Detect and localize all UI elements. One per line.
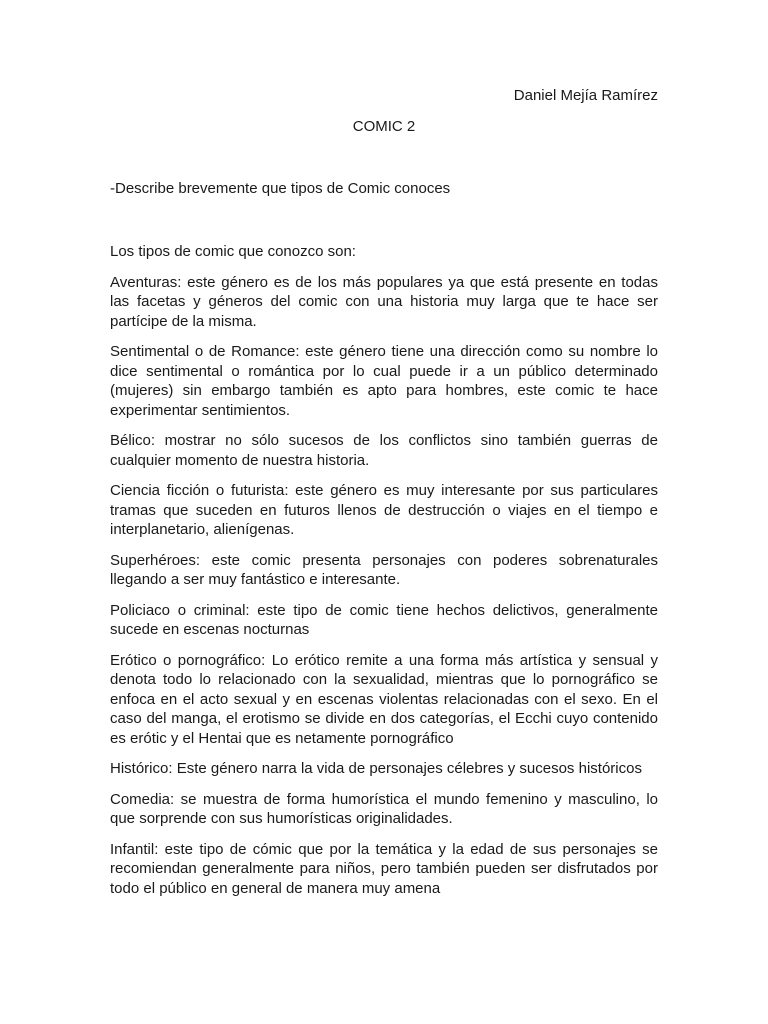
genre-name: Bélico — [110, 432, 151, 449]
genre-name: Histórico — [110, 760, 169, 777]
document-body — [110, 242, 658, 909]
genre-paragraph-superheroes: Superhéroes: este comic presenta personajes con poderes sobrenaturales llegando a ser muy fantástico e interesante. — [110, 551, 658, 588]
genre-name: Aventuras — [110, 273, 178, 291]
genre-paragraph-aventuras: Aventuras: este género es de los más populares ya que está presente en todas las facetas y géneros del comic con una historia muy larga que te hace ser partícipe de la misma. — [110, 273, 658, 330]
genre-paragraph-infantil: Infantil: este tipo de cómic que por la temática y la edad de sus personajes se recomiendan generalmente para niños, pero también pueden ser disfrutados por todo el público en general de manera muy amena — [110, 840, 658, 897]
genre-description: este comic presenta personajes con poderes sobrenaturales llegando a ser muy fantástico e interesante. — [110, 551, 658, 588]
genre-paragraph-erotico: Erótico o pornográfico: Lo erótico remite a una forma más artística y sensual y denota todo lo relacionado con la sexualidad, mientras que lo pornográfico se enfoca en el acto sexual y en escenas violentas relacionadas con el sexo. En el caso del manga, el erotismo se divide en dos categorías, el Ecchi cuyo contenido es erótic y el Hentai que es netamente pornográfico — [110, 651, 659, 747]
genre-name: Infantil — [110, 840, 155, 858]
genre-name: Comedia — [110, 790, 171, 808]
genre-paragraph-policiaco: Policiaco o criminal: este tipo de comic tiene hechos delictivos, generalmente sucede en escenas nocturnas — [110, 601, 658, 638]
genre-description: este tipo de comic tiene hechos delictivos, generalmente sucede en escenas nocturnas — [110, 601, 658, 638]
genre-paragraph-ciencia-ficcion: Ciencia ficción o futurista: este género es muy interesante por sus particulares tramas que suceden en futuros llenos de destrucción o viajes en el tiempo e interplanetario, alienígenas. — [110, 482, 658, 538]
question-prompt: -Describe brevemente que tipos de Comic conoces — [110, 180, 451, 197]
genre-paragraph-romance: Sentimental o de Romance: este género tiene una dirección como su nombre lo dice sentimental o romántica por lo cual puede ir a un público determinado (mujeres) sin embargo también es apto para hombres, este comic te hace experimentar sentimientos. — [110, 343, 658, 419]
genre-name: Sentimental o de Romance — [110, 343, 296, 360]
genre-description: Este género narra la vida de personajes célebres y sucesos históricos — [176, 760, 642, 777]
genre-name: Superhéroes — [110, 551, 196, 569]
document-title: COMIC 2 — [352, 118, 416, 135]
genre-description: se muestra de forma humorística el mundo femenino y masculino, lo que sorprende con sus humorísticas originalidades. — [110, 790, 658, 827]
genre-description: este género tiene una dirección como su nombre lo dice sentimental o romántica por lo cual puede ir a un público determinado (mujeres) sin embargo también es apto para hombres, este comic te hace experimentar sentimientos. — [110, 343, 658, 419]
genre-description: este género es de los más populares ya que está presente en todas las facetas y géneros del comic con una historia muy larga que te hace ser partícipe de la misma. — [110, 273, 658, 330]
genre-description: mostrar no sólo sucesos de los conflictos sino también guerras de cualquier momento de nuestra historia. — [110, 432, 658, 469]
genre-paragraph-historico: Histórico: Este género narra la vida de personajes célebres y sucesos históricos — [110, 760, 642, 777]
genre-paragraph-belico: Bélico: mostrar no sólo sucesos de los conflictos sino también guerras de cualquier momento de nuestra historia. — [110, 432, 658, 469]
genre-description: Lo erótico remite a una forma más artística y sensual y denota todo lo relacionado con la sexualidad, mientras que lo pornográfico se enfoca en el acto sexual y en escenas violentas relacionadas con el sexo. En el caso del manga, el erotismo se divide en dos categorías, el Ecchi cuyo contenido es erótic y el Hentai que es netamente pornográfico — [110, 651, 659, 747]
genre-name: Policiaco o criminal — [110, 601, 246, 619]
author-name: Daniel Mejía Ramírez — [513, 87, 658, 104]
genre-paragraph-comedia: Comedia: se muestra de forma humorística el mundo femenino y masculino, lo que sorprende con sus humorísticas originalidades. — [110, 790, 658, 827]
genre-description: este género es muy interesante por sus particulares tramas que suceden en futuros llenos de destrucción o viajes en el tiempo e interplanetario, alienígenas. — [110, 482, 658, 538]
genre-description: este tipo de cómic que por la temática y la edad de sus personajes se recomiendan generalmente para niños, pero también pueden ser disfrutados por todo el público en general de manera muy amena — [110, 840, 658, 897]
genre-name: Ciencia ficción o futurista — [110, 482, 285, 499]
genre-name: Erótico o pornográfico — [110, 651, 262, 669]
intro-sentence: Los tipos de comic que conozco son: — [110, 243, 356, 260]
